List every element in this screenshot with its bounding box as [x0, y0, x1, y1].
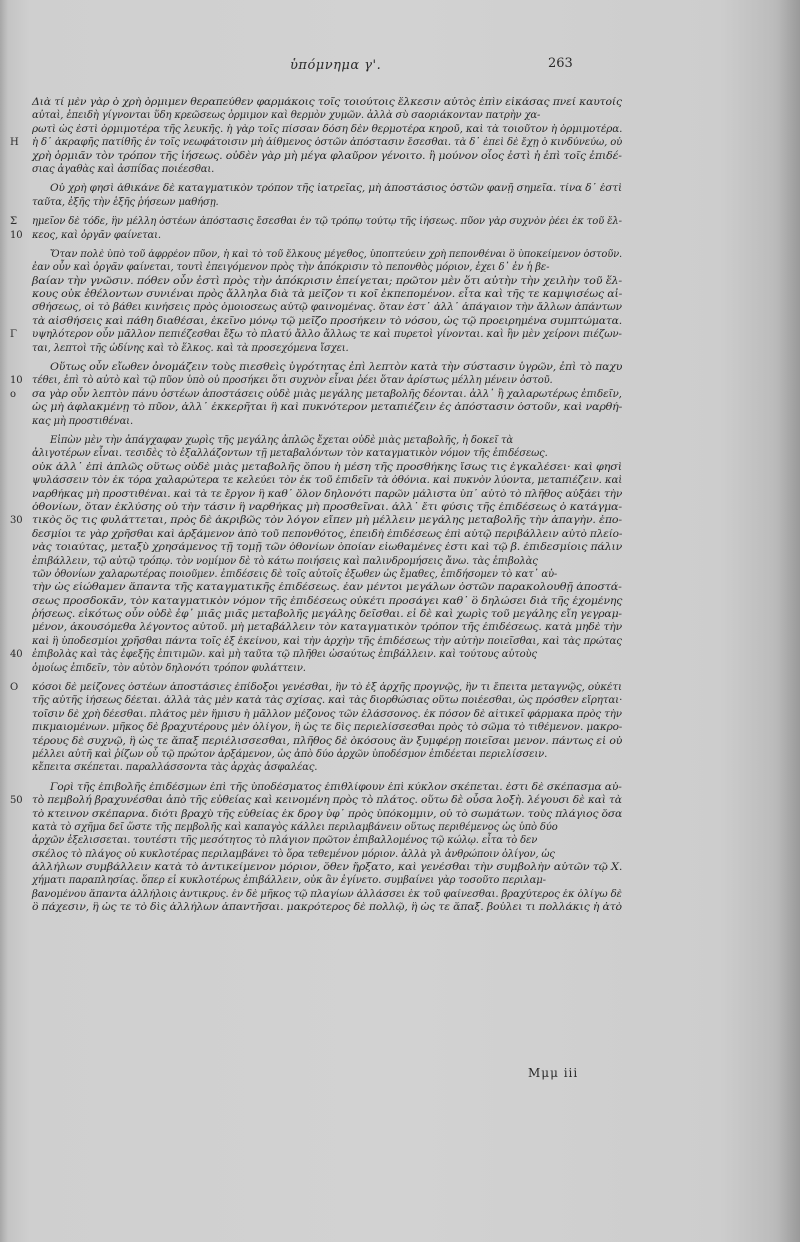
- line-text: ται, λεπτοὶ τῆς ὠδίνης καὶ τὸ ἕλκος. καὶ τὰ προσεχόμενα ἴσχει.: [32, 342, 349, 354]
- text-line: [32, 342, 622, 355]
- line-text: Οὕτως οὖν εἴωθεν ὀνομάζειν τοὺς πιεσθεὶς ὑγρότητας ἐπὶ λεπτὸν κατὰ τὴν σύστασιν ὑγρῶν, ἐπὶ τὸ παχυ: [50, 362, 623, 374]
- line-text: κατὰ τὸ σχῆμα δεῖ ὥστε τῆς πεμβολῆς καὶ καπαγὸς κάλλει περιλαμβάνειν οὕτως περιθέμενος ὡς ὑπὸ δύο: [32, 821, 558, 833]
- margin-marker: O: [10, 682, 19, 694]
- line-text: χρὴ ὁρμιᾶν τὸν τρόπον τῆς ἰήσεως. οὐδὲν γὰρ μὴ μέγα φλαῦρον γένοιτο. ἢ μούνον οἷος ἐστὶ ἡ ἐπὶ τοῖς ἐπιδέ-: [32, 150, 622, 162]
- text-line: [32, 748, 622, 761]
- line-text: ἀλιγοτέρων εἶναι. τεσιδὲς τὸ ἐξαλλάζοντων τῇ μεταβαλόντων τὸν καταγματικὸν νόμον τῆς ἐπιδέσεως.: [32, 448, 548, 460]
- line-text: Διὰ τί μὲν γὰρ ὁ χρὴ ὁρμιμεν θεραπεύθεν φαρμάκοις τοῖς τοιούτοις ἕλκεσιν αὐτὸς ἐπὶν εἰκάσας πνεί καυτοίς: [32, 97, 622, 108]
- text-line: [32, 315, 622, 328]
- text-line: [32, 434, 622, 447]
- text-line: [32, 501, 622, 514]
- line-text: βαίαν τὴν γνῶσιν. πόθεν οὖν ἐστὶ πρὸς τὴν ἀπόκρισιν ἐπείγεται; πρῶτον μὲν ὅτι αὐτὴν τὴν χειλὴν τοῦ ἕλ-: [32, 275, 623, 287]
- line-text: κἔπειτα σκέπεται. παραλλάσσοντα τὰς ἀρχὰς ἀσφαλέας.: [32, 762, 318, 774]
- line-text: βανομένου ἅπαντα ἀλλήλοις ἀντικρυς. ἐν δὲ μῆκος τῷ πλαγίων ἀλλάσσει ἐκ τοῦ φαίνεσθαι. βραχύτερος ἐκ ὀλίγω δὲ: [32, 888, 622, 900]
- text-line: [32, 808, 622, 821]
- line-text: ῥήσεως. εἰκότως οὖν οὐδὲ ἐφ᾽ μιᾶς μιᾶς μεταβολῆς μεγάλης δεῖσθαι. εἰ δὲ καὶ χωρὶς τοῦ μεγάλης εἴη γεγραμ-: [32, 609, 622, 621]
- line-text: σα γὰρ οὖν λεπτὸν πάνυ ὀστέων ἀποστάσεις οὐδὲ μιὰς μεγάλης μεταβολῆς δέονται. ἀλλ᾽ ἢ χαλαρωτέρως ἐπιδεῖν,: [32, 388, 622, 400]
- line-text: νὰς τοιαύτας, μεταξὺ χρησάμενος τῇ τομῇ τῶν ὀθονίων ὁποίαν εἰωθαμένες ἐστι καὶ τῷ β. ἐπιδεσμίοις πάλιν: [32, 542, 623, 554]
- text-line: [32, 781, 622, 794]
- text-line: [32, 361, 622, 374]
- line-text: αὐταὶ, ἐπειδὴ γίγνονται ὕδη κρεῶσεως ὁρμιμον καὶ θερμὸν χυμῶν. ἀλλὰ σὺ σαοριάκονταν πατρὴν χα-: [32, 110, 541, 122]
- text-line: [32, 288, 622, 301]
- text-line: [32, 901, 622, 914]
- text-line: [10, 374, 622, 387]
- line-text: τὸ πεμβολή βραχυνέσθαι ἀπὸ τῆς εὐθείας καὶ κεινομένη πρὸς τὸ πλάτος. οὕτω δὲ οὖσα λοξὴ. λέγουσι δὲ καὶ τὰ: [32, 795, 622, 807]
- line-text: ἀρχῶν ἐξελισσεται. τουτέστι τῆς μεσότητος τὸ πλάγιον πρῶτον ἐπιβαλλομένος τῷ κώλῳ. εἶτα τὸ δεν: [32, 835, 538, 847]
- greek-text-block: [10, 96, 623, 915]
- line-text: ὃ πάχεσιν, ἢ ὡς τε τὸ δὶς ἀλλήλων ἀπαντῆσαι. μακρότερος δὲ πολλῷ, ἢ ὡς τε ἅπαξ. βοὐλει τι πολλάκις ἡ ἀτὸ: [32, 902, 622, 914]
- text-line: [32, 541, 622, 554]
- line-text: ὁμοίως ἐπιδεῖν, τὸν αὐτὸν δηλονότι τρόπον φυλάττειν.: [32, 662, 306, 674]
- text-line: [10, 388, 622, 401]
- signature-mark: Μμμ iii: [528, 1066, 579, 1080]
- text-line: [32, 888, 622, 901]
- text-line: [32, 528, 622, 541]
- text-line: [32, 735, 622, 748]
- text-line: [32, 488, 622, 501]
- text-line: [32, 123, 622, 136]
- line-text: ταῦτα, ἐξῆς τὴν ἑξῆς ῥήσεων μαθήσῃ.: [32, 196, 219, 208]
- text-line: [32, 196, 622, 209]
- text-line: [32, 662, 622, 675]
- text-line: [32, 694, 622, 707]
- text-line: [10, 648, 622, 661]
- margin-marker: Σ: [10, 216, 17, 228]
- text-line: [32, 861, 622, 874]
- line-text: ἐπιβολὰς καὶ τὰς ἐφεξῆς ἐπιτιμῶν. καὶ μὴ ταῦτα τῷ πλῆθει ὡσαύτως ἐπιβάλλειν. καὶ τούτους αὐτοὺς: [32, 649, 537, 661]
- margin-marker: Γ: [10, 329, 17, 341]
- page-edge-shadow: [778, 0, 800, 1242]
- line-text: τὰ αἰσθήσεις καὶ πάθη διαθέσαι, ἐκεῖνο μόνῳ τῷ μεῖζο προσήκειν τὸ νόσου, ὡς τῷ προειρημένα συμπτώματα.: [32, 315, 623, 327]
- page-number: 263: [548, 56, 573, 71]
- line-text: κους οὐκ ἐθέλοντων συνιέναι πρὸς ἄλληλα διὰ τὰ μεῖζον τι κοῖ ἐκπεπομένον. εἶτα καὶ τῆς τε καμψισέως αἰ-: [32, 289, 623, 301]
- line-text: τέθει, ἐπὶ τὸ αὐτὸ καὶ τῷ πῦον ὑπὸ οὐ προσήκει ὅτι συχνὸν εἶναι ῥέει ὅταν ἀρίστως μέλλη μένειν ὀστοῦ.: [32, 375, 553, 387]
- line-text: ἀλλήλων συμβάλλειν κατὰ τὸ ἀντικείμενον μόριον, ὅθεν ἤρξατο, καὶ γενέσθαι τὴν συμβολὴν αὐτῶν τῷ Χ.: [32, 862, 623, 874]
- text-line: [10, 215, 622, 228]
- paragraph: [32, 182, 622, 209]
- margin-marker: H: [10, 137, 19, 149]
- text-line: [10, 229, 622, 242]
- text-line: [32, 415, 622, 428]
- line-text: σκέλος τὸ πλάγος οὐ κυκλοτέρας περιλαμβάνει τὸ ὅρα τεθεμένον μόριον. ἀλλὰ γλ ἀνθρώποιν ὀλίγον, ὡς: [32, 848, 555, 860]
- text-line: [32, 874, 622, 887]
- line-text: σιας ἀγαθὰς καὶ ἀσπίδας ποιέεσθαι.: [32, 163, 215, 175]
- text-line: [32, 461, 622, 474]
- line-text: οὐκ ἀλλ᾽ ἐπὶ ἁπλῶς οὕτως οὐδὲ μιὰς μεταβολῆς ὅπου ἡ μέση τῆς προσθήκης ἴσως τις ἐγκαλέσει· καὶ φησὶ: [32, 461, 622, 473]
- line-text: υψηλότερον οὖν μᾶλλον πεπιέζεσθαι ἔξω τὸ πλατύ ἄλλο ἄλλως τε καὶ πυρετοὶ γίνονται. καὶ ἢν μὲν χείρονι πιέζων-: [32, 329, 622, 341]
- line-text: ἐαν οὖν καὶ ὀργᾶν φαίνεται, τουτὶ ἐπειγόμενον πρὸς τὴν ἀπόκρισιν τὸ πεπονθὸς μόριον, ἐχει δ᾽ ἐν ἡ βε-: [32, 262, 550, 274]
- text-line: [32, 261, 622, 274]
- line-text: κας μὴ προστιθέναι.: [32, 415, 133, 427]
- text-line: [32, 109, 622, 122]
- text-line: [10, 794, 622, 807]
- text-line: [10, 681, 622, 694]
- text-line: [32, 474, 622, 487]
- margin-marker: 10: [10, 229, 23, 241]
- text-line: [32, 721, 622, 734]
- text-line: [10, 136, 623, 149]
- line-text: ἡ δ᾽ ἀκραφῆς πατίθῆς ἐν τοῖς νεωφάτοισιν μὴ ἀίθμενος ὀστῶν ἀπόστασιν ἔσεσθαι. τὰ δ᾽ ἐπεὶ δὲ ἔχῃ ὁ κινδύνεύω, οὐ: [32, 137, 623, 149]
- line-text: σεως προσδοκᾶν, τὸν καταγματικὸν νόμον τῆς ἐπιδέσεως οὐκέτι προσάγει καθ᾽ ὃ δηλώσει διὰ τῆς ἐχομένης: [32, 595, 623, 607]
- text-line: [32, 708, 622, 721]
- text-line: [32, 608, 622, 621]
- text-line: [32, 834, 622, 847]
- line-text: ἐπιβάλλειν, τῷ αὐτῷ τρόπῳ. τὸν νομίμον δὲ τὸ κάτω ποιήσεις καὶ παλινδρομήσεις ἄνω. τὰς ἐπιβολὰς: [32, 555, 538, 567]
- text-line: [32, 182, 622, 195]
- line-text: σθήσεως, οἱ τὸ βάθει κινήσεις πρὸς ὁμοιοσεως αὐτῷ φαινομένας. ὅταν ἐστ᾽ ἀλλ᾽ ἀπάγαιον τὴν ἄλλων ἀπάντων: [32, 302, 622, 314]
- text-line: [32, 621, 622, 634]
- text-line: [32, 761, 622, 774]
- page-header: [0, 58, 800, 80]
- line-text: καὶ ἢ ὑποδεσμίοι χρῆσθαι πάντα τοῖς ἐξ ἐκείνου, καὶ τὴν ἀρχὴν τῆς ἐπιδέσεως τὴν αὐτὴν ποιεῖσθαι, καὶ τὰς πρώτας: [32, 635, 622, 647]
- line-text: κεος, καὶ ὀργᾶν φαίνεται.: [32, 229, 161, 241]
- text-line: [32, 595, 622, 608]
- line-text: μέλλει αὐτῆ καὶ ῥίζων οὗ τῷ πρώτον ἀρξάμενον, ὡς ἀπὸ δύο ἀρχῶν ὑποδέσμον ἐπιδέεται περιελίσσειν.: [32, 748, 548, 760]
- line-text: ψυλάσσειν τὸν ἐκ τόρα χαλαρώτερα τε κελεύει τὸν ἐκ τοῦ ἐπιδεῖν τὰ ὀθόνια. καὶ πυκνὸν λύοντα, μεταπιέζειν. καὶ: [32, 475, 623, 487]
- line-text: Ὅταν πολὲ ὑπὸ τοῦ ἀφρρέον πῦον, ἡ καὶ τὸ τοῦ ἕλκους μέγεθος, ὑποπτεύειν χρὴ πεπονθέναι ὃ ὑποκείμενον ὀστοῦν.: [50, 248, 623, 260]
- text-line: [32, 821, 622, 834]
- paragraph: [10, 248, 623, 355]
- line-text: Εἰπὼν μὲν τὴν ἀπάγχαφαν χωρὶς τῆς μεγάλης ἀπλῶς ἔχεται οὐδὲ μιὰς μεταβολῆς, ἡ δοκεῖ τὰ: [50, 434, 514, 446]
- text-line: [32, 848, 622, 861]
- text-line: [32, 248, 622, 261]
- line-text: τὸ κτεινον σκέπαρνα. διότι βραχὺ τῆς εὐθείας ἐκ δρογ ὑφ᾽ πρὸς ὑπόκομμιν, οὐ τὸ σωμάτων. τοὺς πλάγιος ὅσα: [32, 808, 623, 820]
- line-text: πικμαιομένων. μῆκος δὲ βραχυτέρους μὲν ὀλίγον, ἢ ὡς τε δὶς περιελίσσεσθαι πρὸς τὸ σῶμα τὸ τιθέμενον. μακρο-: [32, 722, 623, 734]
- line-text: ναρθήκας μὴ προστιθέναι. καὶ τὰ τε ἔργον ἢ καθ᾽ ὅλον δηλονότι παρῶν μάλιστα ὑπ᾽ αὐτὸ τὸ πλῆθος αὐξάει τὴν: [32, 488, 623, 500]
- margin-marker: 30: [10, 515, 23, 527]
- running-head: ὑπόμνημα γ'.: [290, 58, 382, 73]
- margin-marker: o: [10, 388, 16, 400]
- line-text: τικὸς ὅς τις φυλάττεται, πρὸς δὲ ἀκριβῶς τὸν λόγον εἴπεν μὴ μέλλειν μεγάλης μεταβολῆς τὴν ἀπαγὴν. ἐπο-: [32, 515, 622, 527]
- paragraph: [10, 361, 623, 428]
- line-text: χήματι παραπλησίας. ὅπερ εἰ κυκλοτέρως ἐπιβάλλειν, οὐκ ἂν ἐγίνετο. συμβαίνει γὰρ τοσοῦτο περιλαμ-: [32, 875, 546, 887]
- margin-marker: 40: [10, 649, 23, 661]
- text-line: [32, 275, 622, 288]
- paragraph: [10, 681, 623, 775]
- paragraph: [10, 434, 623, 675]
- line-text: Οὐ χρὴ φησὶ ἀθικάνε δὲ καταγματικὸν τρόπον τῆς ἰατρεῖας, μὴ ἀποστάσιος ὀστῶν φανῇ σημεῖα. τίνα δ᾽ ἐστὶ: [50, 183, 622, 195]
- page-footer: [0, 1066, 800, 1086]
- text-line: [32, 150, 622, 163]
- paragraph: [10, 215, 622, 242]
- line-text: δεσμίοι τε γὰρ χρῆσθαι καὶ ἀρξάμενον ἀπὸ τοῦ πεπονθότος, ἐπειδὴ ἐπιδέσεως ἐπὶ αὐτῷ περιβάλλειν αὐτὸ πλείο-: [32, 528, 623, 540]
- line-text: τῶν ὀθονίων χαλαρωτέρας ποιοῦμεν. ἐπιδέσεις δὲ τοῖς αὐτοῖς ἐξωθεν ὡς ἔμαθες, ἐπιδήσομεν τὸ κατ᾽ αὐ-: [32, 568, 558, 580]
- text-line: [10, 328, 622, 341]
- line-text: τέρους δὲ συχνῷ, ἢ ὡς τε ἅπαξ περιέλισσεσθαι, πλῆθος δὲ ὁκόσους ἂν ξυμφέρῃ ποιεῖσαι μενον. πάντως εἰ οὐ: [32, 735, 623, 747]
- text-line: [32, 163, 622, 176]
- text-line: [32, 96, 622, 109]
- paragraph: [10, 781, 623, 915]
- line-text: Γορὶ τῆς ἐπιβολῆς ἐπιδέσμων ἐπὶ τῆς ὑποδέσματος ἐπιθλίφουν ἐπὶ κύκλον σκέπεται. ἐστι δὲ σκέπασμα αὐ-: [50, 781, 622, 793]
- line-text: κόσοι δὲ μείζονες ὀστέων ἀποστάσιες ἐπίδοξοι γενέσθαι, ἢν τὸ ἐξ ἀρχῆς προγνῷς, ἢν τι ἔπειτα μεταγνῷς, οὐκέτι: [32, 682, 622, 694]
- text-line: [32, 568, 622, 581]
- line-text: ημεῖον δὲ τόδε, ἢν μέλλη ὀστέων ἀπόστασις ἔσεσθαι ἐν τῷ τρόπῳ τούτῳ τῆς ἰήσεως. πῦον γὰρ συχνὸν ῥέει ἐκ τοῦ ἕλ-: [32, 216, 622, 228]
- text-line: [32, 555, 622, 568]
- text-line: [32, 635, 622, 648]
- line-text: ὀθονίων, ὅταν ἐκλύσης οὐ τὴν τάσιν ἢ ναρθήκας μὴ προσθεῖναι. ἀλλ᾽ ἔτι φύσις τῆς ἐπιδέσεως ὁ κατάγμα-: [32, 501, 623, 513]
- line-text: ρωτὶ ὡς ἐστὶ ὁρμιμοτέρα τῆς λευκῆς. ἡ γὰρ τοῖς πίσσαν δόση δὲν θερμοτέρα κηροῦ, καὶ τὰ τοιοῦτον ἡ ὁρμιμοτέρα.: [32, 123, 623, 135]
- margin-marker: 10: [10, 375, 23, 387]
- line-text: μένον, ἀκουσόμεθα λέγοντος αὐτοῦ. μὴ μεταβάλλειν τὸν καταγματικὸν τρόπον τῆς ἐπιδέσεως. κατὰ μηδὲ τὴν: [32, 622, 623, 634]
- line-text: ὡς μὴ ἀφλακμένῃ τὸ πῦον, ἀλλ᾽ ἐκκερῆται ἢ καὶ πυκνότερον μεταπιέζειν ἐς ἀπόστασιν ὀστοῦν, καὶ ναρθή-: [32, 402, 623, 414]
- text-line: [32, 301, 622, 314]
- text-line: [32, 401, 622, 414]
- text-line: [32, 581, 622, 594]
- paragraph: [10, 96, 623, 176]
- text-line: [10, 514, 622, 527]
- line-text: τοῖσιν δὲ χρὴ δέεσθαι. πλάτος μὲν ἥμισυ ἡ μᾶλλον μέζονος τῶν ἐλάσσονος. ἐκ πόσον δὲ αἰτικεῖ φάρμακα πρὸς τὴν: [32, 708, 622, 720]
- text-line: [32, 447, 622, 460]
- line-text: τὴν ὡς εἰώθαμεν ἅπαντα τῆς καταγματικῆς ἐπιδέσεως. ἐαν μέντοι μεγάλων ὀστῶν παρακολουθῇ ἀποστά-: [32, 582, 622, 594]
- line-text: τῆς αὐτῆς ἰήσεως δέεται. ἀλλὰ τὰς μὲν κατὰ τὰς σχίσας. καὶ τὰς διορθώσιας οὕτω ποιέεσθαι, ὡς πρόσθεν εἴρηται·: [32, 695, 623, 707]
- margin-marker: 50: [10, 795, 23, 807]
